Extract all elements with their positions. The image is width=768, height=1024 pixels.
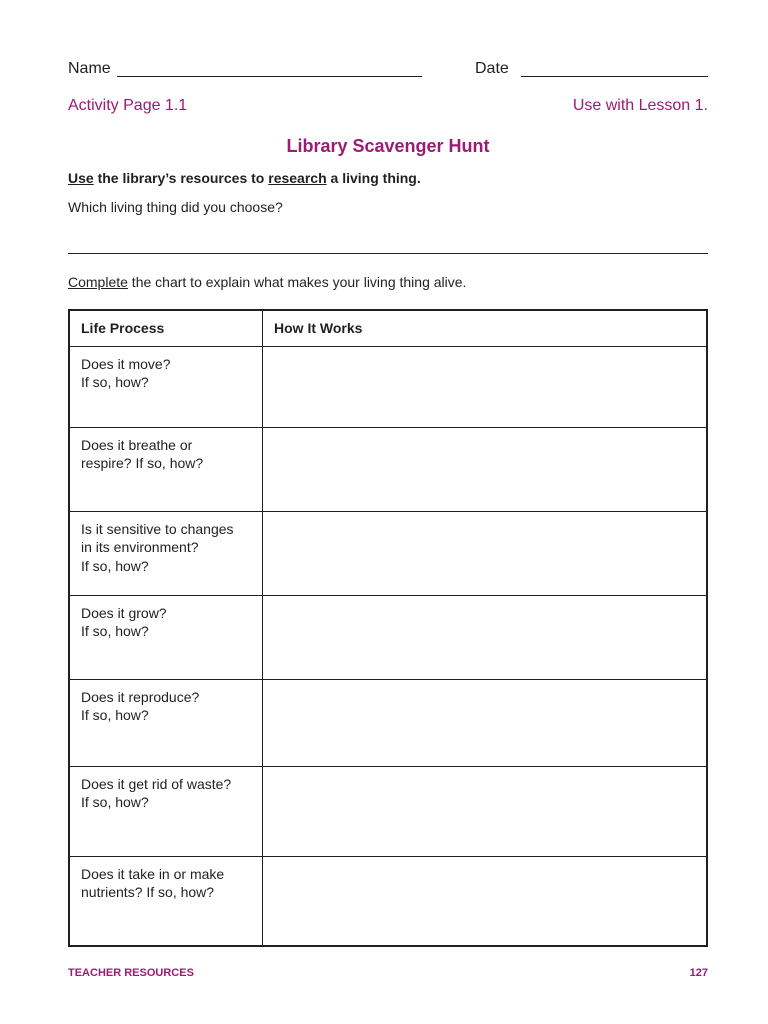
how-it-works-cell[interactable] bbox=[263, 856, 708, 946]
footer-section: TEACHER RESOURCES bbox=[68, 967, 194, 979]
question-text: Which living thing did you choose? bbox=[68, 199, 283, 215]
how-it-works-cell[interactable] bbox=[263, 679, 708, 766]
chart-instruction-keyword: Complete bbox=[68, 274, 128, 290]
instruction-part: the library’s resources to bbox=[93, 170, 269, 186]
activity-page-label: Activity Page 1.1 bbox=[68, 97, 188, 114]
how-it-works-cell[interactable] bbox=[263, 346, 708, 427]
chart-instruction-text: the chart to explain what makes your living thing alive. bbox=[127, 274, 467, 290]
life-process-cell: Does it get rid of waste? If so, how? bbox=[69, 766, 263, 856]
life-process-cell: Does it reproduce? If so, how? bbox=[69, 679, 263, 766]
date-field[interactable] bbox=[521, 76, 708, 77]
header-how-it-works: How It Works bbox=[263, 310, 708, 346]
page-title: Library Scavenger Hunt bbox=[286, 136, 490, 156]
chart-instruction bbox=[68, 274, 466, 290]
life-process-cell: Does it grow? If so, how? bbox=[69, 595, 263, 679]
table-row bbox=[69, 679, 707, 766]
table-row bbox=[69, 427, 707, 511]
table-row bbox=[69, 346, 707, 427]
table-row bbox=[69, 511, 707, 595]
life-process-chart bbox=[68, 309, 708, 947]
how-it-works-cell[interactable] bbox=[263, 595, 708, 679]
how-it-works-cell[interactable] bbox=[263, 766, 708, 856]
name-label: Name bbox=[68, 60, 111, 77]
life-process-cell: Does it breathe or respire? If so, how? bbox=[69, 427, 263, 511]
table-row bbox=[69, 856, 707, 946]
instruction-keyword-use: Use bbox=[68, 170, 94, 186]
life-process-cell: Is it sensitive to changes in its environment? If so, how? bbox=[69, 511, 263, 595]
life-process-cell: Does it move? If so, how? bbox=[69, 346, 263, 427]
life-process-cell: Does it take in or make nutrients? If so, how? bbox=[69, 856, 263, 946]
lesson-reference: Use with Lesson 1. bbox=[572, 97, 708, 114]
instruction-keyword-research: research bbox=[268, 170, 327, 186]
instruction-part: a living thing. bbox=[326, 170, 421, 186]
how-it-works-cell[interactable] bbox=[263, 427, 708, 511]
living-thing-answer-field[interactable] bbox=[68, 253, 708, 254]
date-label: Date bbox=[475, 60, 509, 77]
table-header-row bbox=[69, 310, 707, 346]
header-life-process: Life Process bbox=[69, 310, 263, 346]
how-it-works-cell[interactable] bbox=[263, 511, 708, 595]
name-field[interactable] bbox=[117, 76, 422, 77]
table-row bbox=[69, 766, 707, 856]
table-row bbox=[69, 595, 707, 679]
page-number: 127 bbox=[689, 967, 708, 979]
instruction-text bbox=[68, 170, 421, 186]
